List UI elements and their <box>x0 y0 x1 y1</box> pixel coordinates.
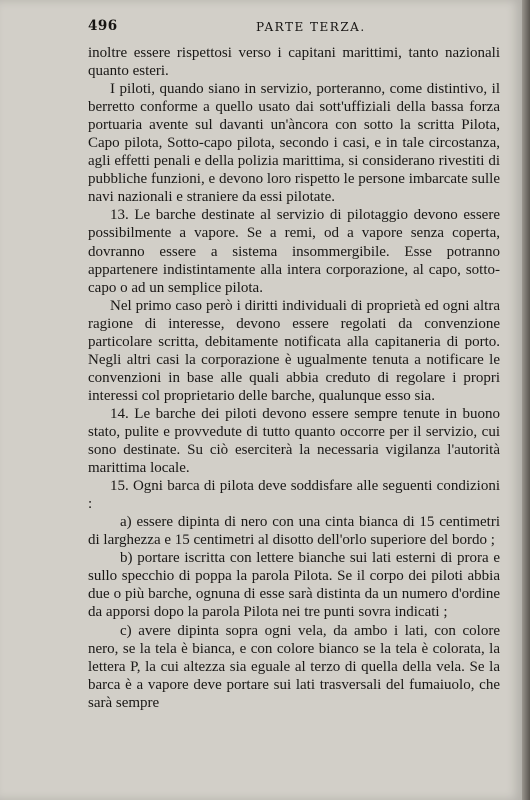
running-title: PARTE TERZA. <box>256 20 366 34</box>
paragraph-condition-b: b) portare iscritta con lettere bianche sui lati esterni di prora e sullo specchio di poppa la parola Pilota. Se il corpo dei piloti abbia due o più barche, ognuna di esse sarà distinta da un numero d'ordine da apporsi dopo la parola Pilota nei tre punti sovra indicati ; <box>88 550 500 621</box>
paragraph-condition-c: c) avere dipinta sopra ogni vela, da ambo i lati, con colore nero, se la tela è bianca, e con colore bianco se la tela è colorata, la lettera P, la cui altezza sia eguale al terzo di quella della vela. Se la barca è a vapore deve portare sui lati trasversali del fumaiuolo, che sarà sempre <box>88 622 500 711</box>
paragraph-continuation: inoltre essere rispettosi verso i capitani marittimi, tanto nazionali quanto esteri. <box>88 45 500 80</box>
page-edge-shadow <box>522 0 530 800</box>
page-header <box>88 14 508 36</box>
paragraph-article-14: 14. Le barche dei piloti devono essere sempre tenute in buono stato, pulite e provvedute di tutto quanto occorre per il servizio, cui sono destinate. Su ciò eserciterà la necessaria vigilanza l'autorità marittima locale. <box>88 405 500 477</box>
paragraph-condition-a: a) essere dipinta di nero con una cinta bianca di 15 centimetri di larghezza e 15 centimetri al disotto dell'orlo superiore del bordo ; <box>88 514 500 549</box>
body-text <box>88 44 500 712</box>
paragraph-primo-caso: Nel primo caso però i diritti individuali di proprietà ed ogni altra ragione di interesse, devono essere regolati da convenzione particolare scritta, debitamente notificata alla capitaneria di porto. Negli altri casi la corporazione è ugualmente tenuta a notificare le convenzioni in base alle quali abbia creduto di regolare i propri interessi col proprietario delle barche, qualunque esso sia. <box>88 297 500 404</box>
paragraph-article-15: 15. Ogni barca di pilota deve soddisfare alle seguenti condizioni : <box>88 478 500 513</box>
paragraph-article-13: 13. Le barche destinate al servizio di pilotaggio devono essere possibilmente a vapore. Se a remi, od a vapore senza coperta, dovranno essere a sistema insommergibile. Esse potranno appartenere indistintamente alla intera corporazione, al capo, sotto-capo o ad un semplice pilota. <box>88 207 500 296</box>
page-number: 496 <box>88 18 118 34</box>
paragraph-piloti-distintivo: I piloti, quando siano in servizio, porteranno, come distintivo, il berretto conforme a quello usato dai sott'uffiziali della bassa forza portuaria avente sul davanti un'àncora con sotto la scritta Pilota, Capo pilota, Sotto-capo pilota, secondo i casi, e in tale circostanza, agli effetti penali e della polizia marittima, si considerano rivestiti di pubbliche funzioni, e devono loro rispetto le persone imbarcate sulle navi nazionali e straniere da essi pilotate. <box>88 81 500 206</box>
